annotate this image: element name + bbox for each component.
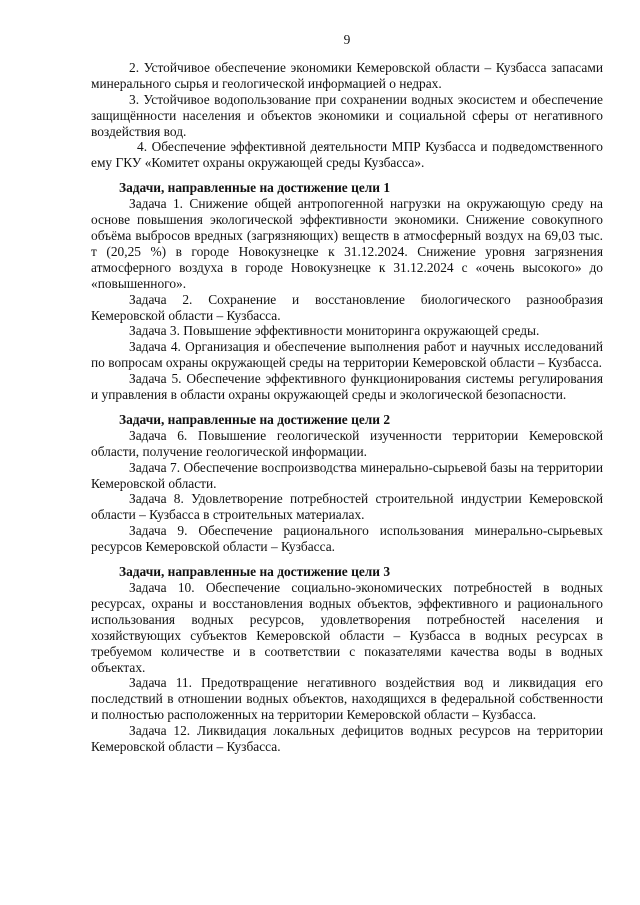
goal-2-paragraph: 2. Устойчивое обеспечение экономики Кемеровской области – Кузбасса запасами минерального сырья и геологической информацией о недрах. xyxy=(91,59,603,91)
task-3-paragraph: Задача 3. Повышение эффективности мониторинга окружающей среды. xyxy=(129,323,540,339)
section-heading-goal-1: Задачи, направленные на достижение цели 1 xyxy=(119,180,391,196)
task-6-paragraph: Задача 6. Повышение геологической изученности территории Кемеровской области, получение геологической информации. xyxy=(91,427,603,459)
task-11-paragraph: Задача 11. Предотвращение негативного воздействия вод и ликвидация его последствий в отношении водных объектов, находящихся в федеральной собственности и полностью расположенных на территории Кемеровской области – Кузбасса. xyxy=(91,675,603,723)
page-number: 9 xyxy=(343,32,351,47)
goal-3-paragraph: 3. Устойчивое водопользование при сохранении водных экосистем и обеспечение защищённости населения и объектов экономики и социальной сферы от негативного воздействия вод. xyxy=(91,91,603,139)
task-1-paragraph: Задача 1. Снижение общей антропогенной нагрузки на окружающую среду на основе повышения экологической эффективности экономики. Снижение совокупного объёма выбросов вредных (загрязняющих) веществ в атмосферный воздух на 69,03 тыс. т (20,25 %) в городе Новокузнецке к 31.12.2024. Снижение уровня загрязнения атмосферного воздуха в городе Новокузнецке к 31.12.2024 с «очень высокого» до «повышенного». xyxy=(91,196,603,291)
task-8-paragraph: Задача 8. Удовлетворение потребностей строительной индустрии Кемеровской области – Кузбасса в строительных материалах. xyxy=(91,491,603,523)
task-2-paragraph: Задача 2. Сохранение и восстановление биологического разнообразия Кемеровской области – Кузбасса. xyxy=(91,291,603,323)
goal-4-paragraph: 4. Обеспечение эффективной деятельности МПР Кузбасса и подведомственного ему ГКУ «Комитет охраны окружающей среды Кузбасса». xyxy=(91,139,603,171)
task-9-paragraph: Задача 9. Обеспечение рационального использования минерально-сырьевых ресурсов Кемеровской области – Кузбасса. xyxy=(91,523,603,555)
task-10-paragraph: Задача 10. Обеспечение социально-экономических потребностей в водных ресурсах, охраны и восстановления водных объектов, эффективного и рационального использования водных ресурсов, удовлетворения потребностей населения и хозяйствующих субъектов Кемеровской области – Кузбасса в водных ресурсах в требуемом количестве и в соответствии с показателями качества воды в водных объектах. xyxy=(91,580,603,675)
task-7-paragraph: Задача 7. Обеспечение воспроизводства минерально-сырьевой базы на территории Кемеровской области. xyxy=(91,459,603,491)
task-4-paragraph: Задача 4. Организация и обеспечение выполнения работ и научных исследований по вопросам охраны окружающей среды на территории Кемеровской области – Кузбасса. xyxy=(91,339,603,371)
section-heading-goal-3: Задачи, направленные на достижение цели 3 xyxy=(119,564,391,580)
task-12-paragraph: Задача 12. Ликвидация локальных дефицитов водных ресурсов на территории Кемеровской области – Кузбасса. xyxy=(91,723,603,755)
task-5-paragraph: Задача 5. Обеспечение эффективного функционирования системы регулирования и управления в области охраны окружающей среды и экологической безопасности. xyxy=(91,371,603,403)
section-heading-goal-2: Задачи, направленные на достижение цели 2 xyxy=(119,411,391,427)
